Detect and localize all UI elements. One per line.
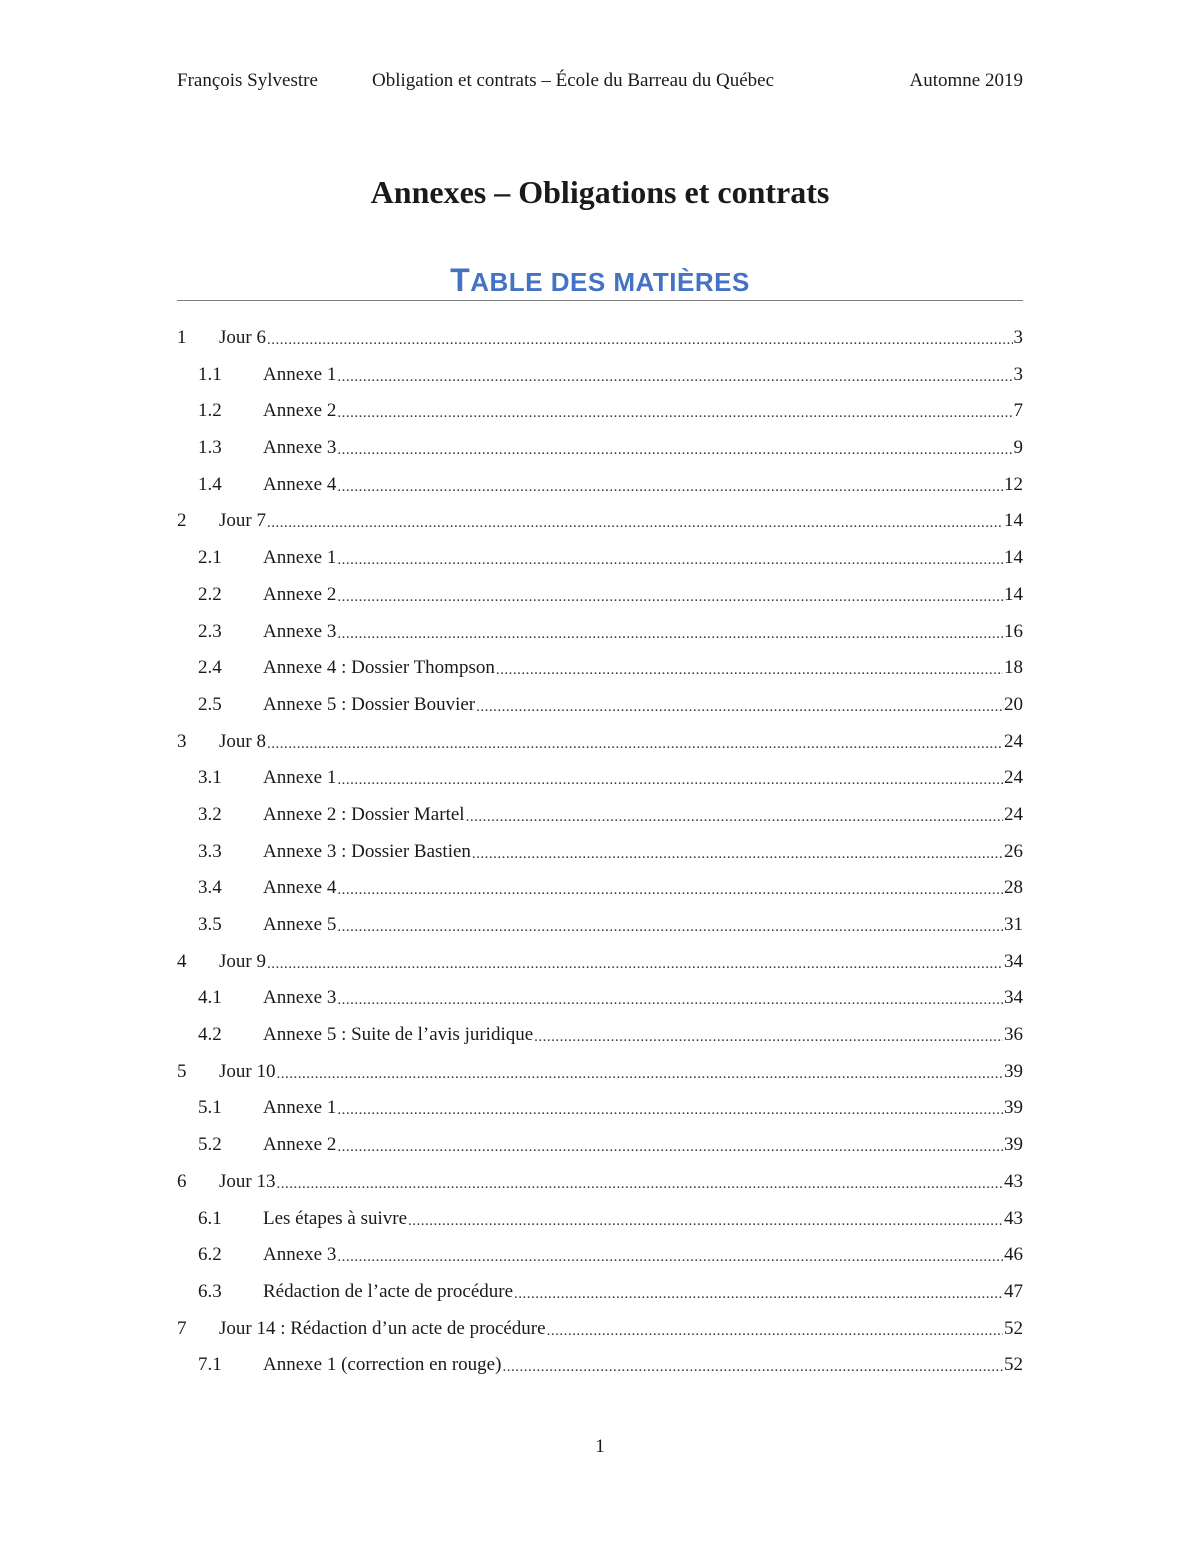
toc-entry-title: Les étapes à suivre xyxy=(263,1207,408,1229)
toc-entry-number: 3 xyxy=(177,730,187,752)
toc-entry-number: 1 xyxy=(177,327,187,348)
toc-entry-title: Jour 9 xyxy=(219,950,266,972)
toc-divider xyxy=(177,300,1023,301)
toc-dot-leader xyxy=(337,872,1003,909)
toc-entry-number: 4.2 xyxy=(198,1024,222,1046)
toc-entry-number: 2.1 xyxy=(198,547,222,569)
toc-entry-page: 52 xyxy=(1004,1354,1023,1376)
toc-entry-line xyxy=(219,724,1023,761)
toc-entry-title: Annexe 2 xyxy=(263,400,337,422)
toc-entry-title: Annexe 1 xyxy=(263,363,337,385)
toc-entry-page: 16 xyxy=(1004,620,1023,642)
toc-entry-line xyxy=(263,1017,1023,1054)
toc-entry-number: 1.1 xyxy=(198,363,222,385)
toc-dot-leader xyxy=(337,395,1012,432)
toc-entry-section[interactable] xyxy=(177,870,1023,907)
toc-entry-line xyxy=(263,540,1023,577)
toc-entry-title: Jour 14 : Rédaction d’un acte de procédure xyxy=(219,1317,546,1339)
toc-dot-leader xyxy=(337,762,1003,799)
toc-entry-number: 4.1 xyxy=(198,987,222,1009)
toc-entry-line xyxy=(219,503,1023,540)
toc-entry-number: 2 xyxy=(177,510,187,532)
toc-entry-line xyxy=(263,687,1023,724)
header-author: François Sylvestre xyxy=(177,70,318,91)
toc-entry-section[interactable] xyxy=(177,1127,1023,1164)
toc-entry-chapter[interactable] xyxy=(177,944,1023,981)
toc-dot-leader xyxy=(337,579,1003,616)
page-number: 1 xyxy=(595,1436,605,1457)
toc-entry-title: Annexe 2 xyxy=(263,583,337,605)
toc-entry-title: Annexe 4 xyxy=(263,473,337,495)
document-title: Annexes – Obligations et contrats xyxy=(370,174,830,210)
toc-entry-page: 34 xyxy=(1004,987,1023,1009)
toc-entry-page: 39 xyxy=(1004,1097,1023,1119)
toc-entry-number: 6.2 xyxy=(198,1244,222,1266)
toc-entry-section[interactable] xyxy=(177,614,1023,651)
toc-entry-section[interactable] xyxy=(177,577,1023,614)
toc-entry-page: 14 xyxy=(1004,547,1023,569)
toc-entry-line xyxy=(263,870,1023,907)
toc-entry-chapter[interactable] xyxy=(177,1311,1023,1348)
toc-entry-section[interactable] xyxy=(177,650,1023,687)
toc-entry-section[interactable] xyxy=(177,980,1023,1017)
toc-dot-leader xyxy=(267,505,1003,542)
toc-entry-title: Annexe 3 : Dossier Bastien xyxy=(263,840,471,862)
toc-dot-leader xyxy=(276,1056,1003,1093)
toc-entry-line xyxy=(219,1311,1023,1348)
toc-entry-number: 3.3 xyxy=(198,840,222,862)
toc-entry-section[interactable] xyxy=(177,907,1023,944)
toc-entry-number: 3.5 xyxy=(198,914,222,935)
toc-dot-leader xyxy=(502,1349,1003,1386)
toc-dot-leader xyxy=(337,1092,1003,1129)
toc-entry-section[interactable] xyxy=(177,1090,1023,1127)
toc-entry-line xyxy=(263,1274,1023,1311)
toc-entry-page: 39 xyxy=(1004,1134,1023,1156)
running-header xyxy=(177,70,1023,96)
toc-dot-leader xyxy=(514,1276,1003,1313)
toc-entry-section[interactable] xyxy=(177,834,1023,871)
toc-entry-line xyxy=(219,944,1023,981)
toc-dot-leader xyxy=(408,1203,1003,1240)
toc-entry-number: 2.4 xyxy=(198,657,222,679)
toc-entry-page: 24 xyxy=(1004,730,1023,752)
toc-dot-leader xyxy=(267,726,1003,763)
toc-entry-chapter[interactable] xyxy=(177,320,1023,357)
toc-dot-leader xyxy=(337,982,1003,1019)
toc-dot-leader xyxy=(496,652,1003,689)
toc-entry-number: 5.1 xyxy=(198,1097,222,1119)
toc-dot-leader xyxy=(337,359,1012,396)
toc-dot-leader xyxy=(337,1239,1003,1276)
toc-entry-page: 34 xyxy=(1004,950,1023,972)
toc-entry-number: 1.2 xyxy=(198,400,222,422)
toc-dot-leader xyxy=(337,542,1003,579)
toc-dot-leader xyxy=(472,836,1003,873)
toc-dot-leader xyxy=(276,1166,1003,1203)
toc-entry-section[interactable] xyxy=(177,540,1023,577)
toc-entry-title: Annexe 3 xyxy=(263,620,337,642)
toc-entry-line xyxy=(263,467,1023,504)
toc-dot-leader xyxy=(337,469,1003,506)
toc-entry-chapter[interactable] xyxy=(177,1054,1023,1091)
toc-entry-title: Annexe 4 : Dossier Thompson xyxy=(263,657,495,679)
toc-dot-leader xyxy=(267,946,1003,983)
toc-entry-line xyxy=(219,1164,1023,1201)
toc-entry-line xyxy=(263,1237,1023,1274)
toc-entry-title: Annexe 2 xyxy=(263,1134,337,1156)
toc-entry-title: Annexe 1 xyxy=(263,767,337,789)
toc-entry-page: 31 xyxy=(1004,914,1023,935)
toc-dot-leader xyxy=(337,432,1012,469)
toc-entry-line xyxy=(263,1127,1023,1164)
toc-entry-number: 1.3 xyxy=(198,437,222,459)
toc-entry-page: 24 xyxy=(1004,803,1023,825)
toc-entry-section[interactable] xyxy=(177,687,1023,724)
toc-entry-title: Annexe 5 : Suite de l’avis juridique xyxy=(263,1024,534,1046)
header-course: Obligation et contrats – École du Barreau du Québec xyxy=(372,70,775,91)
toc-dot-leader xyxy=(337,909,1003,946)
toc-heading-first-letter: T xyxy=(450,262,471,298)
toc-entry-line xyxy=(263,577,1023,614)
toc-entry-page: 39 xyxy=(1004,1060,1023,1082)
toc-entry-number: 2.5 xyxy=(198,693,222,715)
toc-entry-page: 3 xyxy=(1013,363,1023,385)
toc-entry-title: Rédaction de l’acte de procédure xyxy=(263,1280,514,1302)
toc-entry-number: 1.4 xyxy=(198,473,222,495)
toc-entry-page: 26 xyxy=(1004,840,1023,862)
toc-entry-section[interactable] xyxy=(177,1347,1023,1384)
toc-dot-leader xyxy=(466,799,1003,836)
toc-entry-chapter[interactable] xyxy=(177,503,1023,540)
toc-dot-leader xyxy=(547,1313,1003,1350)
toc-entry-title: Annexe 3 xyxy=(263,437,337,459)
toc-entry-number: 3.2 xyxy=(198,803,222,825)
toc-entry-page: 43 xyxy=(1004,1207,1023,1229)
toc-entry-section[interactable] xyxy=(177,467,1023,504)
toc-entry-line xyxy=(263,760,1023,797)
toc-entry-number: 6 xyxy=(177,1170,187,1192)
toc-entry-line xyxy=(263,614,1023,651)
toc-entry-section[interactable] xyxy=(177,1201,1023,1238)
toc-entry-chapter[interactable] xyxy=(177,1164,1023,1201)
toc-entry-page: 36 xyxy=(1004,1024,1023,1046)
toc-heading-rest: ABLE DES MATIÈRES xyxy=(470,267,750,297)
toc-entry-line xyxy=(263,357,1023,394)
toc-entry-page: 3 xyxy=(1013,327,1023,348)
toc-entry-number: 2.2 xyxy=(198,583,222,605)
toc-dot-leader xyxy=(337,616,1003,653)
toc-entry-line xyxy=(263,797,1023,834)
toc-entry-section[interactable] xyxy=(177,430,1023,467)
toc-entry-page: 47 xyxy=(1004,1280,1023,1302)
toc-entry-title: Annexe 5 xyxy=(263,914,337,935)
toc-entry-page: 52 xyxy=(1004,1317,1023,1339)
toc-entry-line xyxy=(263,430,1023,467)
toc-entry-section[interactable] xyxy=(177,1237,1023,1274)
toc-entry-line xyxy=(263,1090,1023,1127)
toc-entry-number: 5 xyxy=(177,1060,187,1082)
toc-entry-page: 20 xyxy=(1004,693,1023,715)
toc-entry-section[interactable] xyxy=(177,760,1023,797)
toc-entry-number: 5.2 xyxy=(198,1134,222,1156)
header-term: Automne 2019 xyxy=(909,70,1023,91)
toc-entry-number: 3.4 xyxy=(198,877,222,899)
toc-entry-title: Jour 6 xyxy=(219,327,266,348)
table-of-contents xyxy=(177,320,1023,1384)
toc-entry-title: Annexe 1 xyxy=(263,1097,337,1119)
toc-entry-number: 6.1 xyxy=(198,1207,222,1229)
toc-entry-title: Jour 7 xyxy=(219,510,266,532)
toc-entry-section[interactable] xyxy=(177,357,1023,394)
toc-dot-leader xyxy=(476,689,1003,726)
toc-entry-line xyxy=(263,834,1023,871)
toc-entry-line xyxy=(263,393,1023,430)
toc-entry-page: 24 xyxy=(1004,767,1023,789)
toc-dot-leader xyxy=(534,1019,1003,1056)
toc-entry-title: Annexe 3 xyxy=(263,1244,337,1266)
toc-entry-number: 2.3 xyxy=(198,620,222,642)
toc-entry-title: Annexe 3 xyxy=(263,987,337,1009)
toc-entry-section[interactable] xyxy=(177,1274,1023,1311)
toc-entry-number: 3.1 xyxy=(198,767,222,789)
toc-entry-title: Annexe 1 (correction en rouge) xyxy=(263,1354,502,1376)
toc-entry-chapter[interactable] xyxy=(177,724,1023,761)
toc-entry-title: Annexe 2 : Dossier Martel xyxy=(263,803,465,825)
toc-entry-section[interactable] xyxy=(177,1017,1023,1054)
toc-entry-page: 28 xyxy=(1004,877,1023,899)
toc-entry-title: Annexe 1 xyxy=(263,547,337,569)
toc-entry-page: 14 xyxy=(1004,583,1023,605)
toc-entry-page: 14 xyxy=(1004,510,1023,532)
toc-entry-line xyxy=(263,907,1023,944)
toc-entry-number: 4 xyxy=(177,950,187,972)
toc-entry-title: Jour 13 xyxy=(219,1170,276,1192)
toc-entry-title: Jour 10 xyxy=(219,1060,276,1082)
toc-entry-line xyxy=(263,980,1023,1017)
toc-entry-line xyxy=(263,650,1023,687)
toc-entry-page: 12 xyxy=(1004,473,1023,495)
toc-entry-line xyxy=(219,1054,1023,1091)
toc-entry-section[interactable] xyxy=(177,797,1023,834)
toc-entry-page: 9 xyxy=(1013,437,1023,459)
toc-dot-leader xyxy=(337,1129,1003,1166)
toc-entry-page: 18 xyxy=(1004,657,1023,679)
toc-entry-page: 43 xyxy=(1004,1170,1023,1192)
toc-entry-number: 7.1 xyxy=(198,1354,222,1376)
toc-entry-title: Jour 8 xyxy=(219,730,266,752)
toc-entry-title: Annexe 4 xyxy=(263,877,337,899)
toc-heading xyxy=(0,262,1200,299)
toc-entry-line xyxy=(263,1201,1023,1238)
toc-entry-number: 6.3 xyxy=(198,1280,222,1302)
toc-entry-page: 7 xyxy=(1013,400,1023,422)
toc-entry-number: 7 xyxy=(177,1317,187,1339)
toc-entry-line xyxy=(263,1347,1023,1384)
toc-entry-title: Annexe 5 : Dossier Bouvier xyxy=(263,693,476,715)
toc-dot-leader xyxy=(267,322,1013,359)
toc-entry-section[interactable] xyxy=(177,393,1023,430)
toc-entry-page: 46 xyxy=(1004,1244,1023,1266)
toc-entry-line xyxy=(219,320,1023,357)
